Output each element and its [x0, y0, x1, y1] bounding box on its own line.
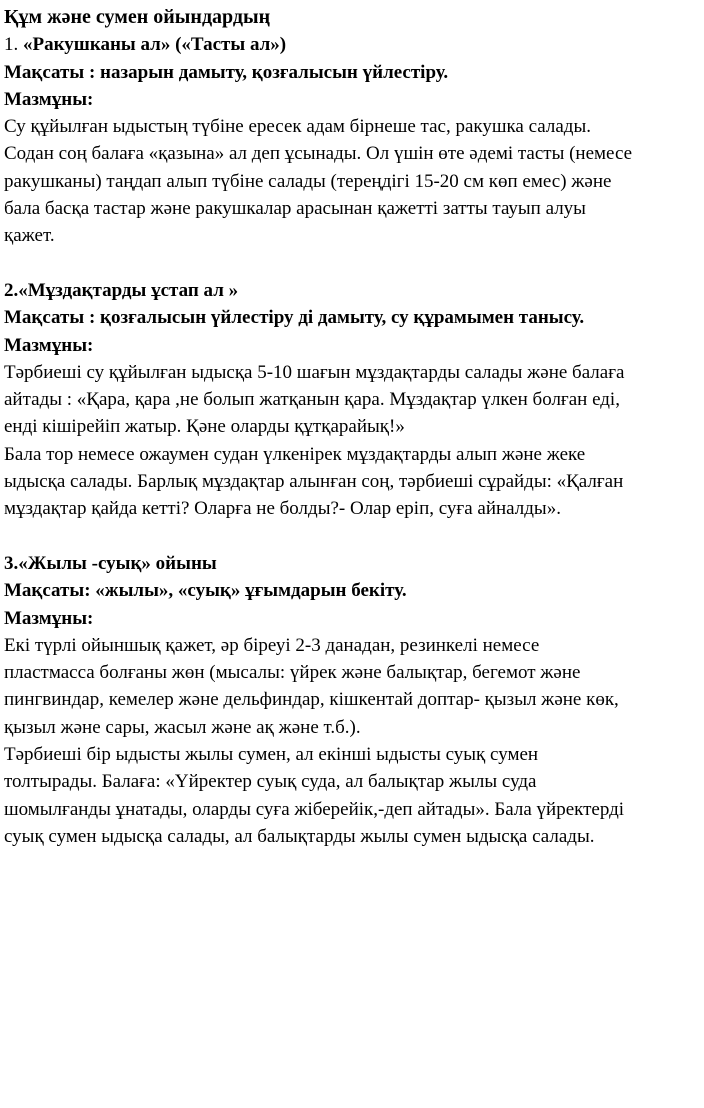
document-title: Құм және сумен ойындардың — [4, 6, 271, 28]
section-1-line: Су құйылған ыдыстың түбіне ересек адам бірнеше тас, ракушка салады. — [4, 116, 591, 138]
section-3-line: шомылғанды ұнатады, оларды суға жіберейік,-деп айтады». Бала үйректерді — [4, 798, 625, 820]
section-3-line: пингвиндар, кемелер және дельфиндар, кішкентай доптар- қызыл және көк, — [4, 689, 619, 711]
section-1-line: ракушканы) таңдап алып түбіне салады (тереңдігі 15-20 см көп емес) және — [4, 170, 612, 192]
section-spacer — [4, 523, 696, 550]
section-2-line: ыдысқа салады. Барлық мұздақтар алынған соң, тәрбиеші сұрайды: «Қалған — [4, 471, 624, 493]
section-1-heading-text: «Ракушканы ал» («Тасты ал») — [23, 34, 287, 56]
section-2-goal: Мақсаты : қозғалысын үйлестіру ді дамыту, су құрамымен танысу. — [4, 307, 585, 329]
section-3-line: Тәрбиеші бір ыдысты жылы сумен, ал екінші ыдысты суық сумен — [4, 744, 539, 766]
section-3-line: пластмасса болғаны жөн (мысалы: үйрек және балықтар, бегемот және — [4, 662, 581, 684]
section-3-heading: 3.«Жылы -суық» ойыны — [4, 552, 217, 574]
section-3-line: Екі түрлі ойыншық қажет, әр біреуі 2-3 данадан, резинкелі немесе — [4, 634, 540, 656]
section-3-line: қызыл және сары, жасыл және ақ және т.б.). — [4, 716, 361, 738]
section-1-content-label: Мазмұны: — [4, 88, 94, 110]
section-1-heading-number: 1. — [4, 34, 23, 56]
section-3-line: толтырады. Балаға: «Үйректер суық суда, ал балықтар жылы суда — [4, 771, 537, 793]
section-3-line: суық сумен ыдысқа салады, ал балықтарды жылы сумен ыдысқа салады. — [4, 825, 595, 847]
section-1-line: бала басқа тастар және ракушкалар арасынан қажетті затты тауып алуы — [4, 198, 586, 220]
section-3-goal: Мақсаты: «жылы», «суық» ұғымдарын бекіту. — [4, 580, 407, 602]
section-spacer — [4, 250, 696, 277]
section-2-line: мұздақтар қайда кетті? Оларға не болды?- Олар еріп, суға айналды». — [4, 498, 561, 520]
section-2-heading: 2.«Мұздақтарды ұстап ал » — [4, 279, 239, 301]
section-3-content-label: Мазмұны: — [4, 607, 94, 629]
section-1-heading — [4, 31, 696, 58]
section-2-line: Тәрбиеші су құйылған ыдысқа 5-10 шағын мұздақтарды салады және балаға — [4, 361, 625, 383]
section-2-line: айтады : «Қара, қара ,не болып жатқанын қара. Мұздақтар үлкен болған еді, — [4, 389, 620, 411]
section-2-content-label: Мазмұны: — [4, 334, 94, 356]
section-1-line: қажет. — [4, 225, 55, 247]
section-2-line: енді кішірейіп жатыр. Қәне оларды құтқарайық!» — [4, 416, 405, 438]
section-1-goal: Мақсаты : назарын дамыту, қозғалысын үйлестіру. — [4, 61, 449, 83]
section-2-line: Бала тор немесе ожаумен судан үлкенірек мұздақтарды алып және жеке — [4, 443, 586, 465]
section-1-line: Содан соң балаға «қазына» ал деп ұсынады. Ол үшін өте әдемі тасты (немесе — [4, 143, 633, 165]
